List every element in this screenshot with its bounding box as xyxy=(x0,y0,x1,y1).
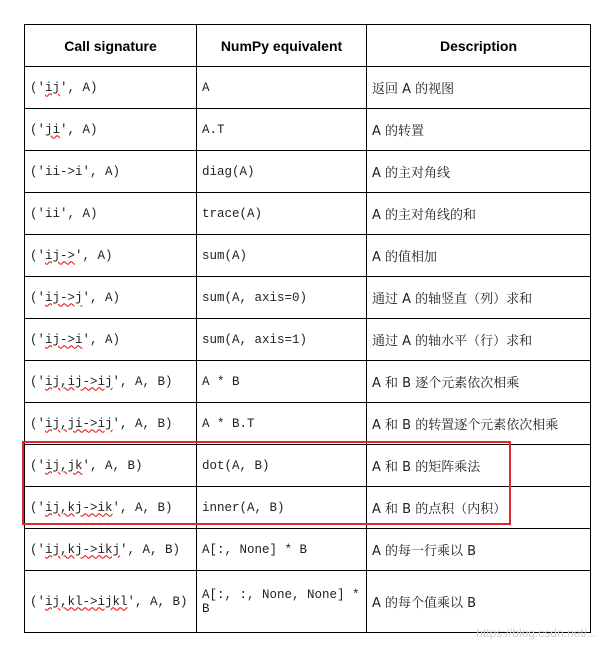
table-row xyxy=(25,277,591,319)
header-numpy-equivalent: NumPy equivalent xyxy=(197,25,367,67)
table-row xyxy=(25,151,591,193)
numpy-equivalent-cell: diag(A) xyxy=(197,151,367,193)
header-row xyxy=(25,25,591,67)
call-signature-cell: ('ij,kj->ikj', A, B) xyxy=(25,529,197,571)
description-cell: 通过 A 的轴水平（行）求和 xyxy=(367,319,591,361)
call-signature-cell: ('ij->j', A) xyxy=(25,277,197,319)
description-cell: A 的主对角线 xyxy=(367,151,591,193)
description-cell: A 的转置 xyxy=(367,109,591,151)
description-cell: A 的值相加 xyxy=(367,235,591,277)
call-signature-cell: ('ij,jk', A, B) xyxy=(25,445,197,487)
table-row xyxy=(25,235,591,277)
description-cell: A 和 B 的转置逐个元素依次相乘 xyxy=(367,403,591,445)
table-row xyxy=(25,571,591,633)
numpy-equivalent-cell: sum(A, axis=0) xyxy=(197,277,367,319)
call-signature-cell: ('ii', A) xyxy=(25,193,197,235)
einsum-table-container xyxy=(24,24,590,633)
table-row xyxy=(25,109,591,151)
einsum-table xyxy=(24,24,591,633)
description-cell: A 和 B 逐个元素依次相乘 xyxy=(367,361,591,403)
table-row xyxy=(25,193,591,235)
call-signature-cell: ('ij,kj->ik', A, B) xyxy=(25,487,197,529)
description-cell: 通过 A 的轴竖直（列）求和 xyxy=(367,277,591,319)
call-signature-cell: ('ij->', A) xyxy=(25,235,197,277)
table-row xyxy=(25,67,591,109)
table-row xyxy=(25,319,591,361)
description-cell: A 和 B 的矩阵乘法 xyxy=(367,445,591,487)
table-row xyxy=(25,445,591,487)
call-signature-cell: ('ij,ji->ij', A, B) xyxy=(25,403,197,445)
numpy-equivalent-cell: A[:, None] * B xyxy=(197,529,367,571)
watermark: https://blog.csdn.net/... xyxy=(476,626,597,640)
call-signature-cell: ('ij,kl->ijkl', A, B) xyxy=(25,571,197,633)
numpy-equivalent-cell: A * B.T xyxy=(197,403,367,445)
header-call-signature: Call signature xyxy=(25,25,197,67)
table-row xyxy=(25,487,591,529)
numpy-equivalent-cell: A xyxy=(197,67,367,109)
description-cell: 返回 A 的视图 xyxy=(367,67,591,109)
numpy-equivalent-cell: A[:, :, None, None] * B xyxy=(197,571,367,633)
call-signature-cell: ('ij->i', A) xyxy=(25,319,197,361)
header-description: Description xyxy=(367,25,591,67)
table-row xyxy=(25,403,591,445)
table-row xyxy=(25,361,591,403)
numpy-equivalent-cell: trace(A) xyxy=(197,193,367,235)
numpy-equivalent-cell: dot(A, B) xyxy=(197,445,367,487)
description-cell: A 的每一行乘以 B xyxy=(367,529,591,571)
numpy-equivalent-cell: A.T xyxy=(197,109,367,151)
description-cell: A 的主对角线的和 xyxy=(367,193,591,235)
description-cell: A 和 B 的点积（内积） xyxy=(367,487,591,529)
call-signature-cell: ('ij,ij->ij', A, B) xyxy=(25,361,197,403)
numpy-equivalent-cell: sum(A) xyxy=(197,235,367,277)
numpy-equivalent-cell: inner(A, B) xyxy=(197,487,367,529)
numpy-equivalent-cell: A * B xyxy=(197,361,367,403)
numpy-equivalent-cell: sum(A, axis=1) xyxy=(197,319,367,361)
call-signature-cell: ('ji', A) xyxy=(25,109,197,151)
call-signature-cell: ('ij', A) xyxy=(25,67,197,109)
table-row xyxy=(25,529,591,571)
description-cell: A 的每个值乘以 B xyxy=(367,571,591,633)
call-signature-cell: ('ii->i', A) xyxy=(25,151,197,193)
